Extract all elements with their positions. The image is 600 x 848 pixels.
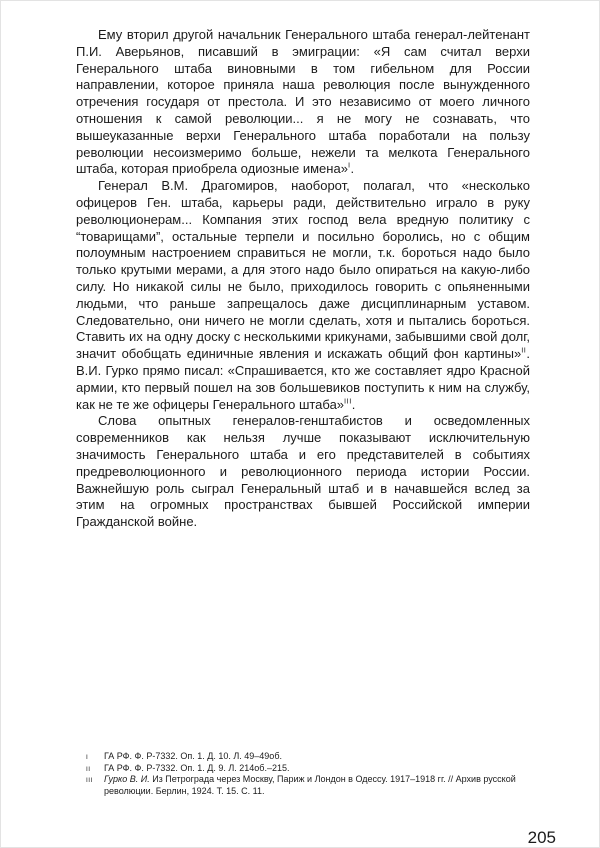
text-run: ГА РФ. Ф. Р-7332. Оп. 1. Д. 9. Л. 214об.–215. — [104, 762, 290, 773]
footnote — [76, 751, 530, 763]
text-run: Генерал В.М. Драгомиров, наоборот, полагал, что «несколько офицеров Ген. штаба, карьеры ради, действительно играло в руку революционерам... Компания этих господ вела вредную политику с “товарищами”, остальные терпели и посильно боролись, но с общим полоумным настроением справиться не могли, т.к. бороться надо было только крутыми мерами, а для этого надо было опираться на какую-либо силу. Но никакой силы не было, приходилось говорить с опьяненными людьми, что раньше запрещалось даже дисциплинарным уставом. Следовательно, они ничего не могли сделать, хотя и пытались бороться. Ставить их на одну доску с несколькими крикунами, забывшими свой долг, значит обобщать единичные явления и искажать общий фон картины» — [76, 178, 530, 362]
footnote-marker: I — [86, 754, 89, 761]
footnote-marker: III — [86, 777, 93, 785]
paragraph — [76, 178, 530, 413]
text-run: Из Петрограда через Москву, Париж и Лондон в Одессу. 1917–1918 гг. // Архив русской революции. Берлин, 1924. Т. 15. С. 11. — [104, 774, 516, 796]
paragraph — [76, 413, 530, 531]
footnote-text — [104, 751, 530, 763]
text-run: Ему вторил другой начальник Генерального штаба генерал-лейтенант П.И. Аверьянов, писавший в эмиграции: «Я сам считал верхи Генерального штаба виновными в том гибельном для России направлении, которое приняла наша революция после вынужденного отречения государя от престола. И это независимо от моего личного отношения к самой революции... я не могу не сознавать, что вышеуказанные верхи Генерального штаба поработали на пользу революции несоизмеримо больше, нежели та мелкота Генерального штаба, которая приобрела одиозные имена» — [76, 27, 530, 177]
italic-text: Гурко В. И. — [104, 774, 150, 785]
footnotes-section — [76, 751, 530, 797]
footnote-marker: II — [86, 765, 91, 773]
paragraph — [76, 27, 530, 178]
footnote-ref: I — [347, 161, 351, 171]
text-run: Слова опытных генералов-генштабистов и осведомленных современников как нельзя лучше показывают исключительную значимость Генерального штаба и его представителей в событиях предреволюционного и революционного периода истории России. Важнейшую роль сыграл Генеральный штаб и в начавшейся вслед за этим на огромных пространствах бывшей Российской империи Гражданской войне. — [76, 413, 530, 530]
text-run: . — [350, 161, 355, 177]
footnote-text — [104, 763, 530, 775]
page-body-text — [76, 27, 530, 531]
footnote-text — [104, 774, 530, 797]
text-run: . В.И. Гурко прямо писал: «Спрашивается, кто же составляет ядро Красной армии, кто первый пошел на зов большевиков поступить к ним на службу, как не те же офицеры Генерального штаба» — [76, 346, 530, 412]
text-run: ГА РФ. Ф. Р-7332. Оп. 1. Д. 10. Л. 49–49об. — [104, 751, 282, 761]
footnote-ref: III — [344, 396, 352, 406]
text-run: . — [351, 396, 356, 412]
footnote — [76, 763, 530, 775]
footnote-ref: II — [521, 345, 527, 355]
page-number: 205 — [527, 828, 556, 847]
footnote — [76, 774, 530, 797]
